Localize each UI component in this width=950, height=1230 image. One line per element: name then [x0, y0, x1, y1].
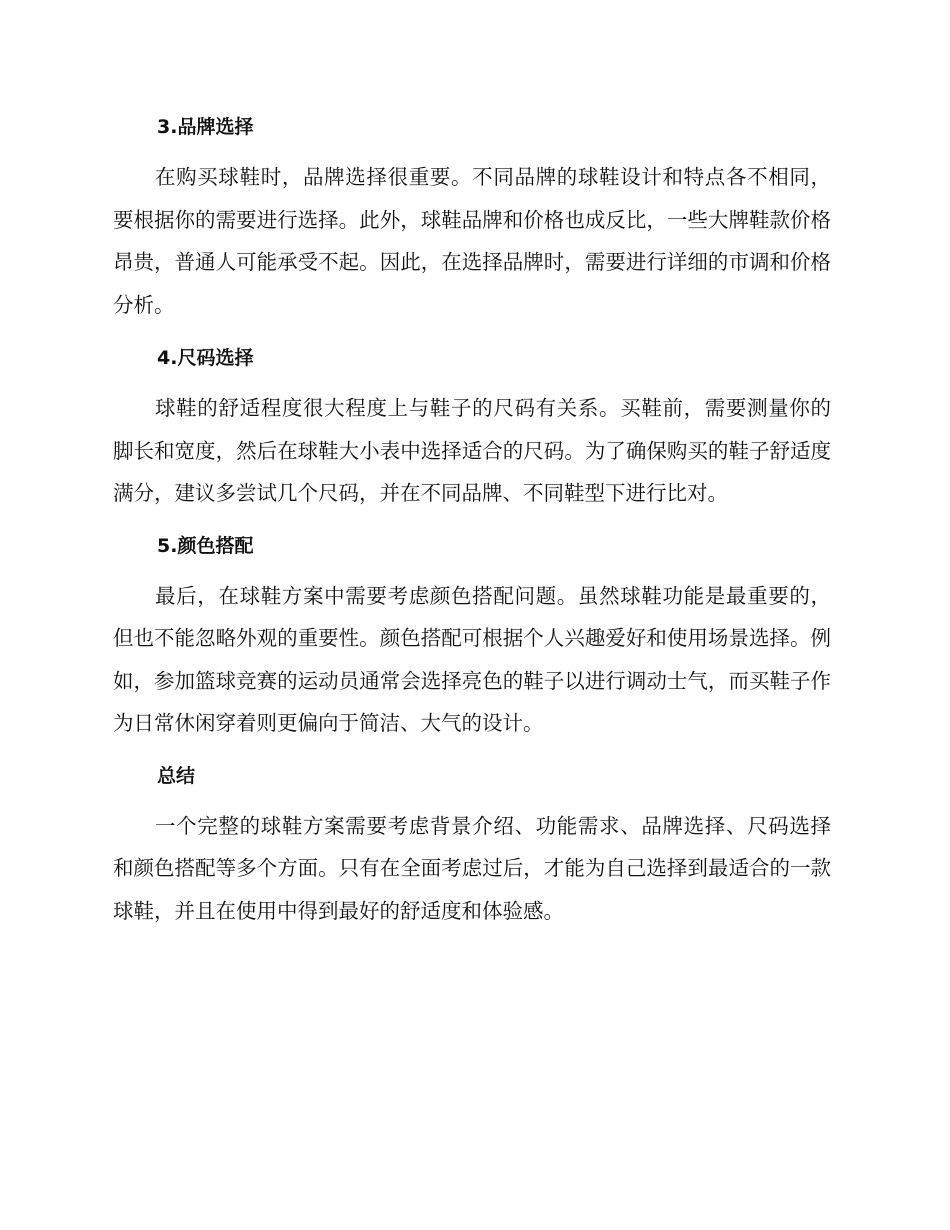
section-paragraph-size: 球鞋的舒适程度很大程度上与鞋子的尺码有关系。买鞋前，需要测量你的脚长和宽度，然后在球鞋大小表中选择适合的尺码。为了确保购买的鞋子舒适度满分，建议多尝试几个尺码，并在不同品牌、不同鞋型下进行比对。	[113, 396, 831, 505]
section-paragraph-color: 最后，在球鞋方案中需要考虑颜色搭配问题。虽然球鞋功能是最重要的，但也不能忽略外观的重要性。颜色搭配可根据个人兴趣爱好和使用场景选择。例如，参加篮球竞赛的运动员通常会选择亮色的鞋子以进行调动士气，而买鞋子作为日常休闲穿着则更偏向于简洁、大气的设计。	[113, 583, 831, 735]
section-paragraph-brand: 在购买球鞋时，品牌选择很重要。不同品牌的球鞋设计和特点各不相同，要根据你的需要进行选择。此外，球鞋品牌和价格也成反比，一些大牌鞋款价格昂贵，普通人可能承受不起。因此，在选择品牌时，需要进行详细的市调和价格分析。	[113, 165, 831, 317]
section-heading-summary: 总结	[157, 764, 196, 787]
section-paragraph-summary: 一个完整的球鞋方案需要考虑背景介绍、功能需求、品牌选择、尺码选择和颜色搭配等多个方面。只有在全面考虑过后，才能为自己选择到最适合的一款球鞋，并且在使用中得到最好的舒适度和体验感。	[113, 813, 831, 923]
section-heading-color: 5.颜色搭配	[157, 534, 254, 557]
section-heading-brand: 3.品牌选择	[157, 116, 254, 138]
section-heading-size: 4.尺码选择	[157, 347, 254, 369]
document-page	[113, 108, 831, 932]
